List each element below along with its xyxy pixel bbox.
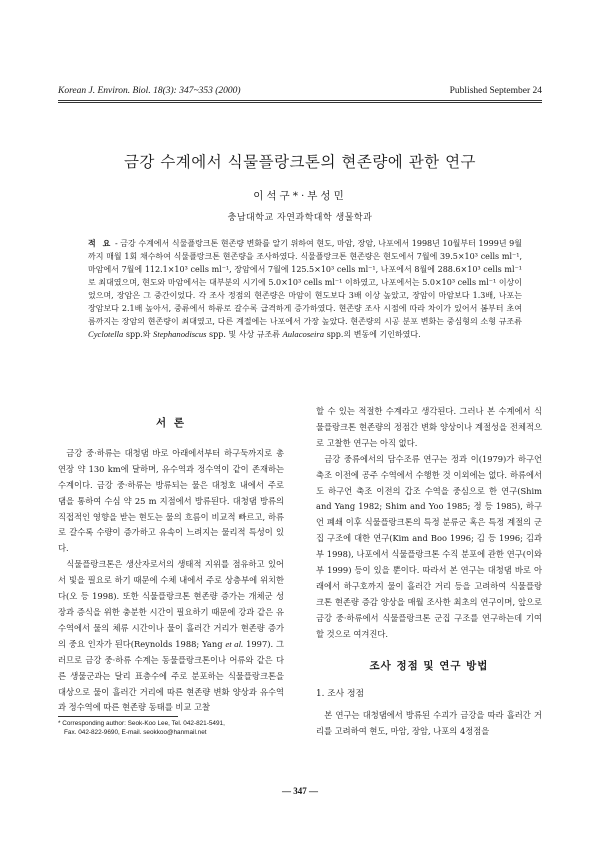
abstract-species-2: Stephanodiscus <box>153 329 207 339</box>
intro-paragraph-3: 할 수 있는 적절한 수계라고 생각된다. 그러나 본 수계에서 식물플랑크톤 현존량의 정점간 변화 양상이나 계절성을 전체적으로 고찰한 연구는 아직 없다. <box>316 406 542 448</box>
abstract-species-3: Aulacoseira <box>282 329 325 339</box>
abstract-label: 적 요 <box>88 238 113 248</box>
abstract-text-3: spp. 및 사상 규조류 <box>206 330 283 339</box>
footnote-line-1: * Corresponding author: Seok-Koo Lee, Tel. 042-821-5491, <box>58 720 225 727</box>
subsection-heading-sites: 1. 조사 정점 <box>316 688 364 699</box>
intro-paragraph-1: 금강 중·하류는 대청댐 바로 아래에서부터 하구둑까지로 총 연장 약 130 km에 달하며, 유수역과 정수역이 같이 존재하는 수계이다. 금강 중·하류는 방류되는 물은 대청호 내에서 주로 댐을 통하여 수심 약 25 m 지점에서 방류된다. 대청댐 방류의 직접적인 영향을 받는 현도는 물의 흐름이 비교적 빠르고, 하류로 갈수록 수량이 증가하고 유속이 느려지는 물리적 특성이 있다. <box>58 447 284 554</box>
paper-title: 금강 수계에서 식물플랑크톤의 현존량에 관한 연구 <box>123 153 477 171</box>
intro-paragraph-2b: 1997). 그러므로 금강 중·하류 수계는 동물플랑크톤이나 어류와 같은 다른 생물군과는 달리 표층수에 주로 분포하는 식물플랑크톤을 대상으로 물이 흘러간 거리에 따른 현존량 변화 양상과 유수역과 정수역에 따른 현존량 동태를 비교 고찰 <box>58 638 284 713</box>
abstract <box>88 237 522 341</box>
abstract-text-4: spp.의 변동에 기인하였다. <box>324 330 421 339</box>
footnote-line-2: Fax. 042-822-9690, E-mail. seokkoo@hanmail.net <box>64 729 207 736</box>
journal-citation: Korean J. Environ. Biol. 18(3): 347~353 (2000) <box>58 86 241 96</box>
intro-paragraph-4: 금강 중류에서의 담수조류 연구는 정과 이(1979)가 하구언 축조 이전에 공주 수역에서 수행한 것 이외에는 없다. 하류에서도 하구언 축조 이전의 갑조 수역을 중심으로 한 연구(Shim and Yang 1982; Shim and Yoo 1985; 정 등 1985), 하구언 폐쇄 이후 식물플랑크톤의 특정 분류군 혹은 특정 계절의 군집 구조에 대한 연구(Kim and Boo 1996; 김 등 1996; 김과 부 1998), 나포에서 식물플랑크톤 수직 분포에 관한 연구(이와 부 1999) 등이 있을 뿐이다. 따라서 본 연구는 대청댐 바로 아래에서 하구호까지 물이 흘러간 거리 등을 고려하여 식물플랑크톤 현존량 증감 양상을 매월 조사한 최초의 연구이며, 앞으로 금강 중·하류에서 식물플랑크톤 군집 구조를 연구하는데 기여할 것으로 여겨진다. <box>316 453 542 639</box>
section-heading-methods: 조사 정점 및 연구 방법 <box>369 659 489 672</box>
header-rule-top <box>58 100 542 101</box>
right-column <box>316 404 542 740</box>
intro-paragraph-2a: 식물플랑크톤은 생산자로서의 생태적 지위를 점유하고 있어서 빛을 필요로 하기 때문에 수체 내에서 주로 상층부에 위치한다(오 등 1998). 또한 식물플랑크톤 현존량 증가는 개체군 성장과 증식을 위한 충분한 시간이 필요하기 때문에 강과 같은 유수역에서 물의 체류 시간이나 물이 흘러간 거리가 현존량 증가의 중요 인자가 된다(Reynolds 1988; Yang <box>58 559 284 649</box>
abstract-species-1: Cyclotella <box>88 329 124 339</box>
publication-date: Published September 24 <box>449 86 542 96</box>
abstract-text-1: - 금강 수계에서 식물플랑크톤 현존량 변화를 알기 위하여 현도, 마암, 장암, 나포에서 1998년 10월부터 1999년 9월까지 매월 1회 채수하여 식물플랑크톤 현존량을 조사하였다. 식물플랑크톤 현존량은 현도에서 7월에 39.5×10³ cells ml⁻¹, 마암에서 7월에 112.1×10³ cells ml⁻¹, 장암에서 7월에 125.5×10³ cells ml⁻¹, 나포에서 8월에 288.6×10³ cells ml⁻¹로 최대였으며, 현도와 마암에서는 대부분의 시기에 5.0×10³ cells ml⁻¹ 이하였고, 나포에서는 5.0×10³ cells ml⁻¹ 이상이었으며, 장암은 그 중간이었다. 각 조사 정점의 현존량은 마암이 현도보다 3배 이상 높았고, 장암이 마암보다 1.3배, 나포는 장암보다 2.1배 높아서, 중류에서 하류로 갈수록 급격하게 증가하였다. 현존량 조사 시점에 따라 차이가 있어서 봄부터 초여름까지는 장암의 현존량이 최대였고, 다른 계절에는 나포에서 가장 높았다. 현존량의 시공 분포 변화는 중심형의 소형 규조류 <box>88 239 522 326</box>
left-column <box>58 404 284 716</box>
et-al: et al. <box>225 638 244 649</box>
abstract-text-2: spp.와 <box>123 330 154 339</box>
header-rule-bottom <box>58 102 542 103</box>
section-heading-introduction: 서 론 <box>156 417 186 429</box>
intro-paragraph-2 <box>58 557 284 716</box>
footnote-rule <box>58 716 178 717</box>
paper-authors: 이석구*·부성민 <box>253 190 347 202</box>
paper-affiliation: 충남대학교 자연과학대학 생물학과 <box>227 213 373 223</box>
methods-paragraph-1: 본 연구는 대청댐에서 방류된 수괴가 금강을 따라 흘러간 거리를 고려하여 현도, 마암, 장암, 나포의 4정점을 <box>316 710 542 737</box>
page-number: — 347 — <box>282 786 318 796</box>
corresponding-author-footnote <box>58 719 298 737</box>
running-header <box>58 86 542 96</box>
